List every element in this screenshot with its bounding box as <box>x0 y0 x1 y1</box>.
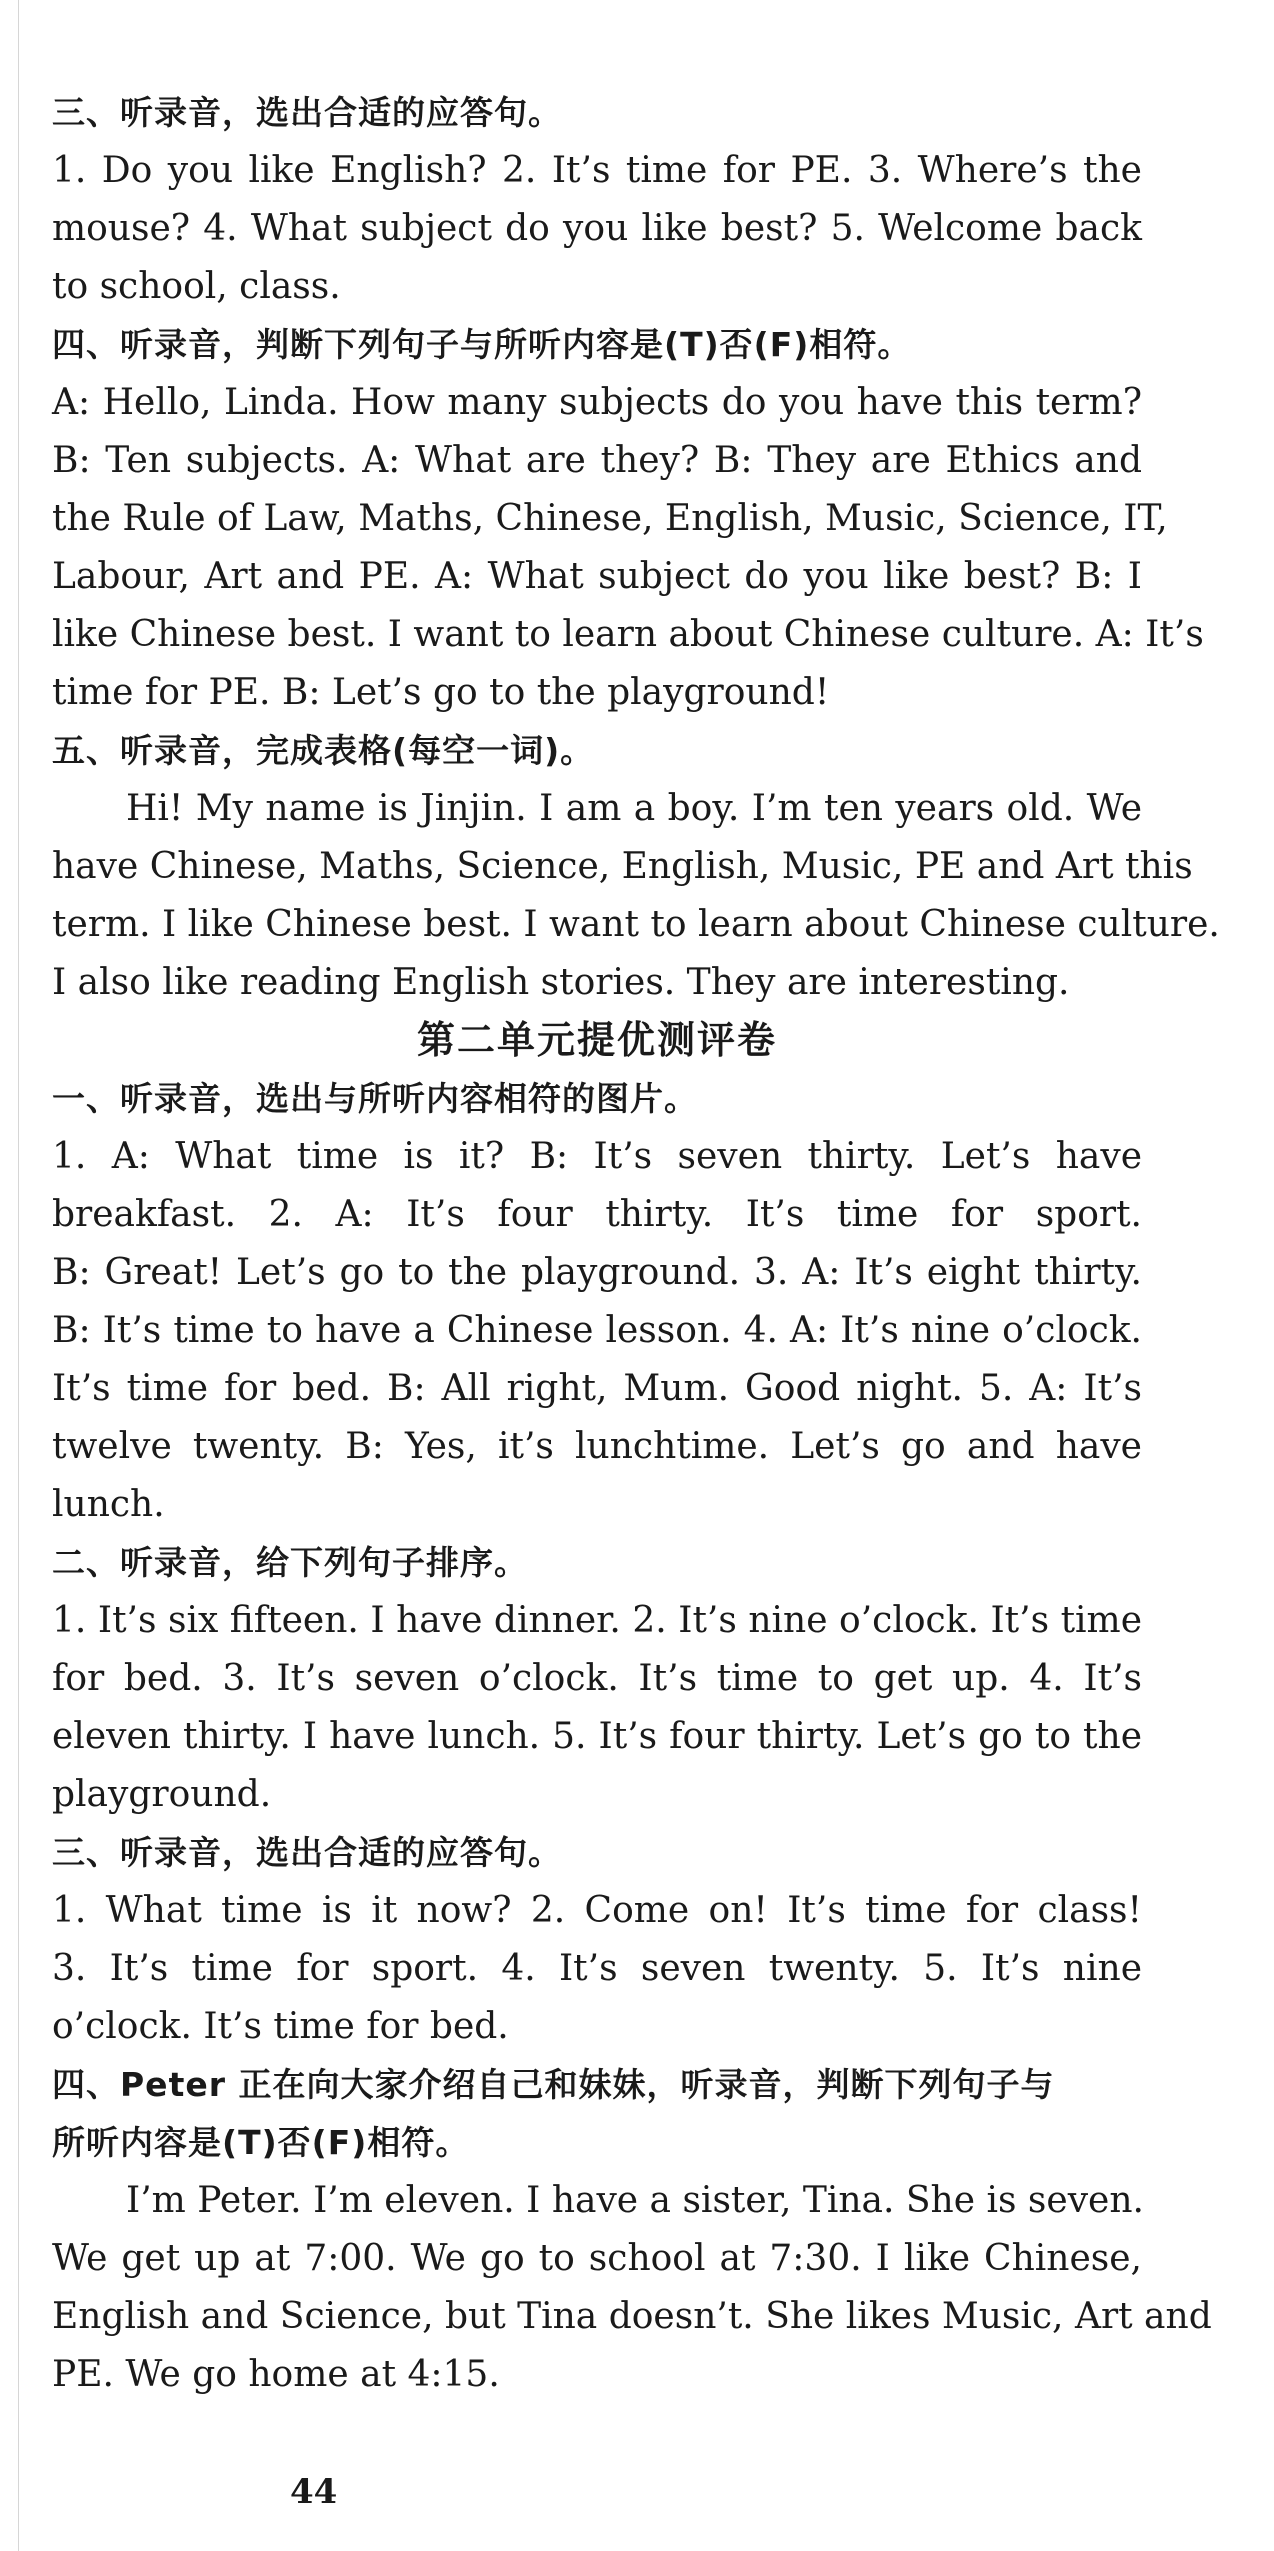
text-line: Hi! My name is Jinjin. I am a boy. I’m ten years old. We <box>126 788 1142 829</box>
section-heading-4-line-1: 四、Peter 正在向大家介绍自己和妹妹，听录音，判断下列句子与 <box>52 2065 1055 2104</box>
text-line: for bed. 3. It’s seven o’clock. It’s time to get up. 4. It’s <box>52 1658 1142 1699</box>
text-line: 1. It’s six fifteen. I have dinner. 2. It’s nine o’clock. It’s time <box>52 1600 1142 1641</box>
text-line: I’m Peter. I’m eleven. I have a sister, Tina. She is seven. <box>126 2180 1144 2221</box>
text-line: term. I like Chinese best. I want to learn about Chinese culture. <box>52 904 1220 945</box>
text-line: English and Science, but Tina doesn’t. She likes Music, Art and <box>52 2296 1212 2337</box>
text-line: have Chinese, Maths, Science, English, Music, PE and Art this <box>52 846 1193 887</box>
text-line: eleven thirty. I have lunch. 5. It’s four thirty. Let’s go to the <box>52 1716 1142 1757</box>
section-heading-2: 二、听录音，给下列句子排序。 <box>52 1543 528 1582</box>
text-line: breakfast. 2. A: It’s four thirty. It’s time for sport. <box>52 1194 1142 1235</box>
text-line: 1. A: What time is it? B: It’s seven thirty. Let’s have <box>52 1136 1142 1177</box>
section-heading-3: 三、听录音，选出合适的应答句。 <box>52 1833 562 1872</box>
text-line: mouse? 4. What subject do you like best? 5. Welcome back <box>52 208 1142 249</box>
text-line: 1. What time is it now? 2. Come on! It’s time for class! <box>52 1890 1142 1931</box>
text-line: Labour, Art and PE. A: What subject do you like best? B: I <box>52 556 1142 597</box>
binding-margin-rule <box>18 0 19 2551</box>
text-line: B: Ten subjects. A: What are they? B: They are Ethics and <box>52 440 1142 481</box>
section-heading-1: 一、听录音，选出与所听内容相符的图片。 <box>52 1079 698 1118</box>
text-line: A: Hello, Linda. How many subjects do you have this term? <box>52 382 1142 423</box>
text-line: I also like reading English stories. They are interesting. <box>52 962 1070 1003</box>
section-heading-4-line-2: 所听内容是(T)否(F)相符。 <box>52 2123 470 2162</box>
section-heading-3-prev-unit: 三、听录音，选出合适的应答句。 <box>52 93 562 132</box>
text-line: PE. We go home at 4:15. <box>52 2354 500 2395</box>
text-line: 1. Do you like English? 2. It’s time for PE. 3. Where’s the <box>52 150 1142 191</box>
text-line: to school, class. <box>52 266 341 307</box>
text-line: twelve twenty. B: Yes, it’s lunchtime. Let’s go and have <box>52 1426 1142 1467</box>
text-line: B: Great! Let’s go to the playground. 3. A: It’s eight thirty. <box>52 1252 1142 1293</box>
text-line: the Rule of Law, Maths, Chinese, English, Music, Science, IT, <box>52 498 1168 539</box>
unit-title: 第二单元提优测评卷 <box>416 1018 777 1062</box>
page-number: 44 <box>290 2472 338 2512</box>
text-line: time for PE. B: Let’s go to the playground! <box>52 672 830 713</box>
text-line: lunch. <box>52 1484 165 1525</box>
text-line: playground. <box>52 1774 272 1815</box>
section-heading-5-prev-unit: 五、听录音，完成表格(每空一词)。 <box>52 731 595 770</box>
text-line: 3. It’s time for sport. 4. It’s seven twenty. 5. It’s nine <box>52 1948 1142 1989</box>
section-heading-4-prev-unit: 四、听录音，判断下列句子与所听内容是(T)否(F)相符。 <box>52 325 912 364</box>
text-line: o’clock. It’s time for bed. <box>52 2006 509 2047</box>
text-line: like Chinese best. I want to learn about Chinese culture. A: It’s <box>52 614 1204 655</box>
text-line: B: It’s time to have a Chinese lesson. 4. A: It’s nine o’clock. <box>52 1310 1142 1351</box>
text-line: It’s time for bed. B: All right, Mum. Good night. 5. A: It’s <box>52 1368 1142 1409</box>
text-line: We get up at 7:00. We go to school at 7:30. I like Chinese, <box>52 2238 1142 2279</box>
